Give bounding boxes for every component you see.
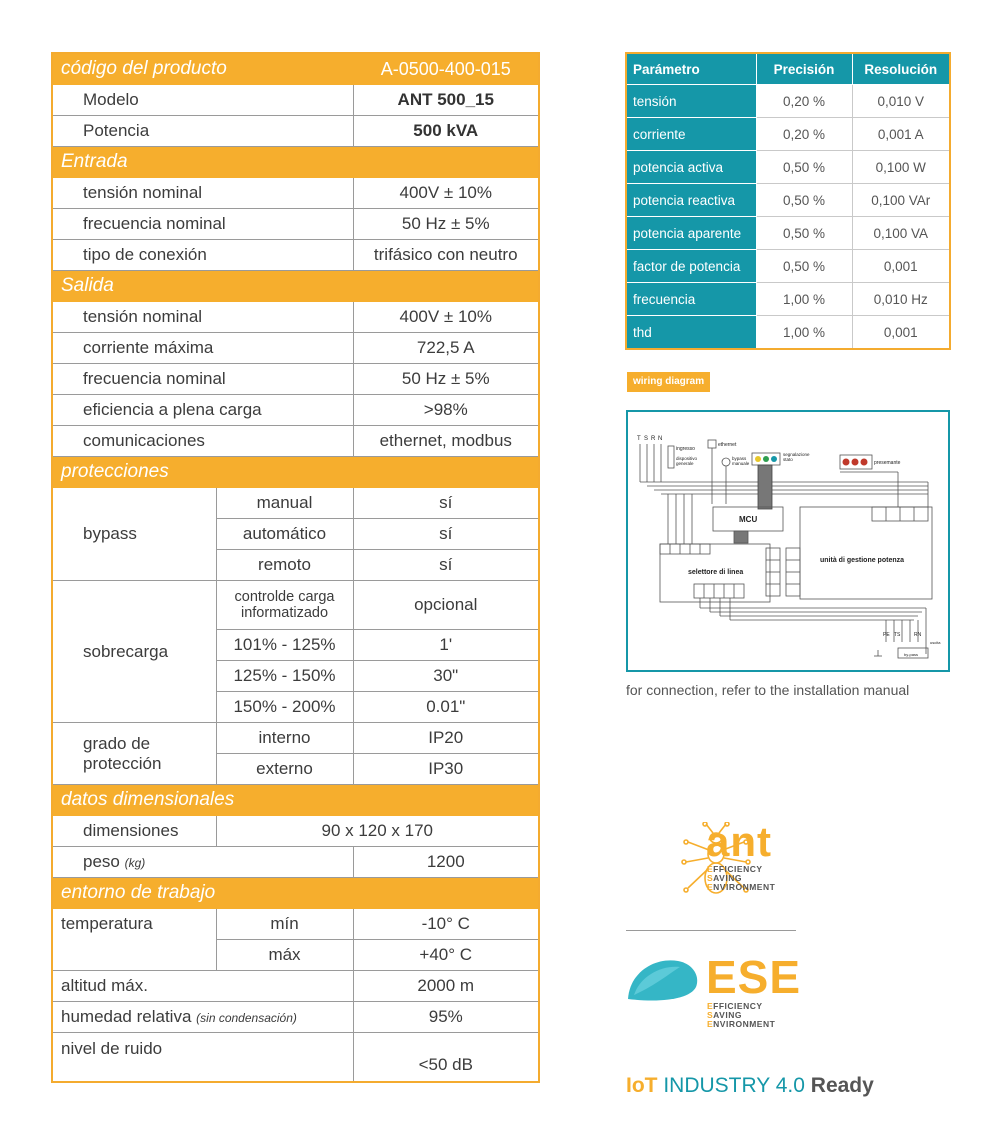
table-row <box>626 217 950 250</box>
diagram-label: ingresso <box>676 446 695 452</box>
presemante-led-icon <box>843 459 868 466</box>
row-value: sí <box>353 519 539 550</box>
product-code-row <box>52 53 539 85</box>
tag-rest: AVING <box>713 1010 742 1020</box>
row-label: dimensiones <box>52 816 216 847</box>
grado-label: grado de protección <box>52 723 216 785</box>
precision-cell: 1,00 % <box>756 283 852 316</box>
status-led-icon <box>771 456 777 462</box>
table-row <box>52 364 539 395</box>
param-cell: potencia reactiva <box>626 184 756 217</box>
table-row <box>52 426 539 457</box>
iot-text: IoT <box>626 1074 658 1097</box>
resolution-cell: 0,001 <box>852 250 950 283</box>
section-title: Entrada <box>52 147 539 178</box>
measurement-table <box>625 52 951 350</box>
resolution-cell: 0,001 <box>852 316 950 350</box>
column-header: Resolución <box>852 53 950 85</box>
ese-tagline <box>707 1002 775 1029</box>
resolution-cell: 0,100 VAr <box>852 184 950 217</box>
status-led-icon <box>763 456 769 462</box>
column-header: Precisión <box>756 53 852 85</box>
section-dimensionales <box>52 785 539 816</box>
section-title: protecciones <box>52 457 539 488</box>
precision-cell: 0,20 % <box>756 118 852 151</box>
param-cell: thd <box>626 316 756 350</box>
row-value: +40° C <box>353 940 539 971</box>
tag-initial: E <box>707 882 714 892</box>
terminal-label: T <box>637 436 641 442</box>
precision-cell: 1,00 % <box>756 316 852 350</box>
tag-initial: E <box>707 1019 714 1029</box>
table-row <box>52 909 539 940</box>
precision-cell: 0,50 % <box>756 217 852 250</box>
section-salida <box>52 271 539 302</box>
row-value: sí <box>353 488 539 519</box>
row-value: IP20 <box>353 723 539 754</box>
table-row <box>52 488 539 519</box>
industry-text: INDUSTRY 4.0 <box>657 1074 811 1097</box>
row-label: humedad relativa <box>61 1007 192 1026</box>
row-label: 125% - 150% <box>216 661 353 692</box>
param-cell: factor de potencia <box>626 250 756 283</box>
row-label: frecuencia nominal <box>52 209 353 240</box>
row-label: altitud máx. <box>52 971 353 1002</box>
precision-cell: 0,50 % <box>756 184 852 217</box>
diagram-label: manuale <box>732 461 750 466</box>
row-label: eficiencia a plena carga <box>52 395 353 426</box>
row-label: automático <box>216 519 353 550</box>
table-row <box>626 85 950 118</box>
tag-initial: E <box>707 1001 714 1011</box>
row-value: -10° C <box>353 909 539 940</box>
resolution-cell: 0,100 VA <box>852 217 950 250</box>
diagram-label: stato <box>783 457 793 462</box>
wiring-diagram-label: wiring diagram <box>627 372 710 392</box>
row-value: ethernet, modbus <box>353 426 539 457</box>
modelo-label: Modelo <box>52 85 353 116</box>
column-header: Parámetro <box>626 53 756 85</box>
modelo-value: ANT 500_15 <box>353 85 539 116</box>
table-row <box>52 178 539 209</box>
row-value: >98% <box>353 395 539 426</box>
diagram-label: segnalazione <box>783 452 810 457</box>
diagram-label: bypass <box>732 456 747 461</box>
section-protecciones <box>52 457 539 488</box>
row-label: frecuencia nominal <box>52 364 353 395</box>
table-row <box>52 333 539 364</box>
table-header <box>626 53 950 85</box>
row-label: manual <box>216 488 353 519</box>
row-value: 400V ± 10% <box>353 302 539 333</box>
row-value: trifásico con neutro <box>353 240 539 271</box>
table-row <box>52 847 539 878</box>
row-label: controlde carga informatizado <box>216 581 353 630</box>
tag-rest: FFICIENCY <box>713 1001 763 1011</box>
unit-note: (sin condensación) <box>196 1011 297 1025</box>
section-title: datos dimensionales <box>52 785 539 816</box>
tag-initial: E <box>707 864 714 874</box>
ese-wordmark: ESE <box>706 951 802 1003</box>
bypass-label: bypass <box>52 488 216 581</box>
terminal-label: PE <box>883 632 890 638</box>
tag-rest: NVIRONMENT <box>713 882 776 892</box>
row-value: sí <box>353 550 539 581</box>
row-label: remoto <box>216 550 353 581</box>
tag-rest: AVING <box>713 873 742 883</box>
table-row <box>52 816 539 847</box>
terminal-label: S <box>644 436 649 442</box>
table-row <box>626 283 950 316</box>
table-row <box>52 1033 539 1083</box>
tag-initial: S <box>707 873 714 883</box>
row-label: comunicaciones <box>52 426 353 457</box>
table-row <box>52 209 539 240</box>
diagram-label: dispositivo <box>676 456 698 461</box>
ant-tagline <box>707 865 775 892</box>
precision-cell: 0,20 % <box>756 85 852 118</box>
table-row <box>52 240 539 271</box>
row-value: 722,5 A <box>353 333 539 364</box>
row-value: 90 x 120 x 170 <box>216 816 539 847</box>
sobrecarga-label: sobrecarga <box>52 581 216 723</box>
param-cell: corriente <box>626 118 756 151</box>
row-label: máx <box>216 940 353 971</box>
section-entorno <box>52 878 539 909</box>
selettore-label: selettore di linea <box>688 569 744 576</box>
resolution-cell: 0,010 V <box>852 85 950 118</box>
table-row <box>52 723 539 754</box>
diagram-label: presemante <box>874 460 901 466</box>
row-value: <50 dB <box>353 1033 539 1083</box>
diagram-label: by-pass <box>904 652 919 657</box>
mcu-label: MCU <box>739 515 758 524</box>
section-entrada <box>52 147 539 178</box>
table-row <box>52 581 539 630</box>
table-row <box>626 151 950 184</box>
terminal-label: N <box>658 436 663 442</box>
ant-wordmark: ant <box>706 818 772 865</box>
row-value: 50 Hz ± 5% <box>353 364 539 395</box>
table-row <box>626 250 950 283</box>
row-label: mín <box>216 909 353 940</box>
table-row <box>52 1002 539 1033</box>
row-label: corriente máxima <box>52 333 353 364</box>
row-value: 50 Hz ± 5% <box>353 209 539 240</box>
row-value: 400V ± 10% <box>353 178 539 209</box>
ese-dome-icon <box>626 955 700 1005</box>
table-row <box>626 184 950 217</box>
row-value: 0.01" <box>353 692 539 723</box>
diagram-label: ethernet <box>718 442 737 448</box>
table-row <box>52 971 539 1002</box>
tag-rest: FFICIENCY <box>713 864 763 874</box>
diagram-label: generale <box>676 461 694 466</box>
row-value: opcional <box>353 581 539 630</box>
row-label: 101% - 125% <box>216 630 353 661</box>
potencia-label: Potencia <box>52 116 353 147</box>
row-value: 30" <box>353 661 539 692</box>
section-title: Salida <box>52 271 539 302</box>
table-row <box>52 395 539 426</box>
table-row <box>626 316 950 350</box>
terminal-label: TS <box>894 632 901 638</box>
param-cell: frecuencia <box>626 283 756 316</box>
param-cell: tensión <box>626 85 756 118</box>
iot-ready-banner <box>626 1074 874 1098</box>
precision-cell: 0,50 % <box>756 250 852 283</box>
row-value: 1' <box>353 630 539 661</box>
wiring-diagram-svg <box>628 412 948 670</box>
table-row <box>52 302 539 333</box>
unit-note: (kg) <box>124 856 146 870</box>
precision-cell: 0,50 % <box>756 151 852 184</box>
tag-rest: NVIRONMENT <box>713 1019 776 1029</box>
param-cell: potencia aparente <box>626 217 756 250</box>
ready-text: Ready <box>810 1074 874 1097</box>
logo-divider <box>626 930 796 931</box>
terminal-label: RN <box>914 632 922 638</box>
gestione-label: unità di gestione potenza <box>820 557 905 564</box>
humedad-cell <box>52 1002 353 1033</box>
row-label: 150% - 200% <box>216 692 353 723</box>
terminal-label: R <box>651 436 656 442</box>
row-value: IP30 <box>353 754 539 785</box>
section-title: entorno de trabajo <box>52 878 539 909</box>
wiring-caption: for connection, refer to the installation manual <box>626 682 910 698</box>
tag-initial: S <box>707 1010 714 1020</box>
status-led-icon <box>755 456 761 462</box>
row-label: peso <box>83 852 120 871</box>
param-cell: potencia activa <box>626 151 756 184</box>
row-label: tensión nominal <box>52 302 353 333</box>
peso-cell <box>52 847 353 878</box>
spec-table <box>51 52 540 1083</box>
wiring-diagram <box>626 410 950 672</box>
resolution-cell: 0,001 A <box>852 118 950 151</box>
row-label: externo <box>216 754 353 785</box>
row-value: 2000 m <box>353 971 539 1002</box>
product-code-value: A-0500-400-015 <box>353 53 539 85</box>
row-label: nivel de ruido <box>52 1033 353 1083</box>
product-code-label: código del producto <box>52 53 353 85</box>
temp-label: temperatura <box>52 909 216 971</box>
row-label: interno <box>216 723 353 754</box>
resolution-cell: 0,010 Hz <box>852 283 950 316</box>
diagram-label: uscita <box>930 640 941 645</box>
row-value: 95% <box>353 1002 539 1033</box>
row-label: tipo de conexión <box>52 240 353 271</box>
resolution-cell: 0,100 W <box>852 151 950 184</box>
potencia-value: 500 kVA <box>353 116 539 147</box>
row-label: tensión nominal <box>52 178 353 209</box>
table-row <box>626 118 950 151</box>
potencia-row <box>52 116 539 147</box>
modelo-row <box>52 85 539 116</box>
row-value: 1200 <box>353 847 539 878</box>
